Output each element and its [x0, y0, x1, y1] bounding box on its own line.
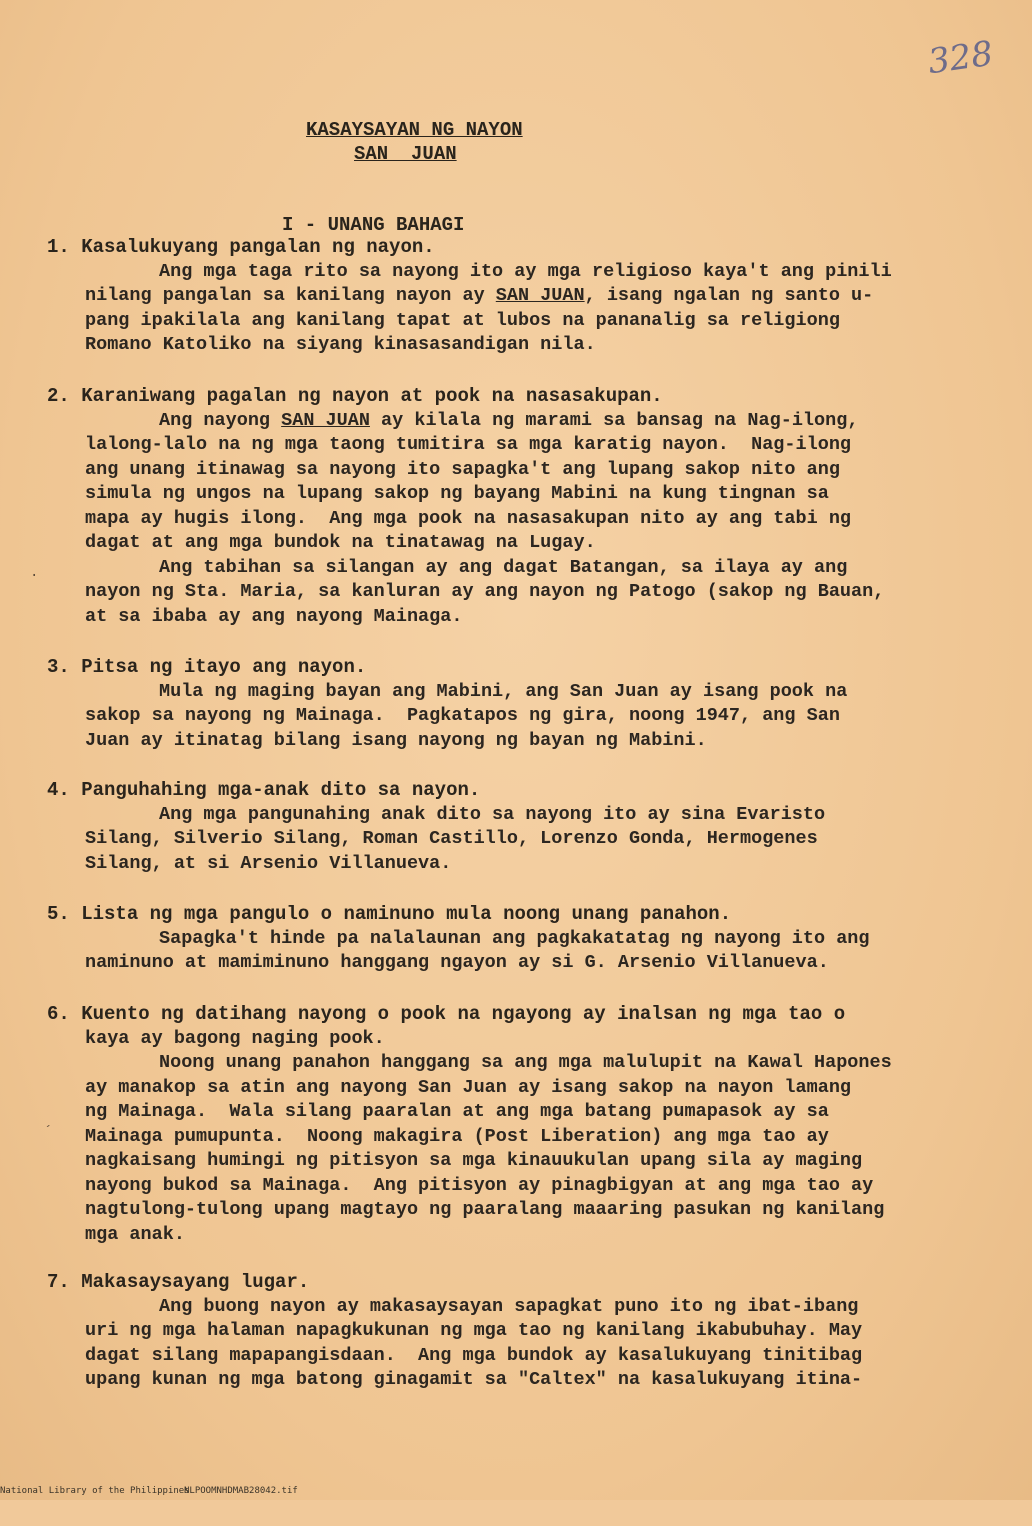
paragraph-line: Ang buong nayon ay makasaysayan sapagkat puno ito ng ibat-ibang [159, 1295, 859, 1317]
paragraph-line: dagat silang mapapangisdaan. Ang mga bundok ay kasalukuyang tinitibag [85, 1344, 863, 1366]
paragraph-line: Silang, at si Arsenio Villanueva. [85, 852, 452, 874]
paragraph-line: Ang mga pangunahing anak dito sa nayong ito ay sina Evaristo [159, 803, 826, 825]
section-heading: 3. Pitsa ng itayo ang nayon. [47, 656, 367, 678]
paragraph-line: Ang mga taga rito sa nayong ito ay mga religioso kaya't ang pinili [159, 260, 892, 282]
paragraph-line: ng Mainaga. Wala silang paaralan at ang mga batang pumapasok ay sa [85, 1101, 829, 1122]
footer-library: National Library of the Philippines [0, 1486, 190, 1496]
part-heading: I - UNANG BAHAGI [282, 214, 465, 236]
section-2 [47, 384, 977, 629]
paragraph-line: Juan ay itinatag bilang isang nayong ng bayan ng Mabini. [85, 729, 707, 751]
paragraph-line: kaya ay bagong naging pook. [85, 1027, 385, 1049]
paragraph-line: lalong-lalo na ng mga taong tumitira sa mga karatig nayon. Nag-ilong [85, 434, 852, 455]
paragraph-line: nayong bukod sa Mainaga. Ang pitisyon ay pinagbigyan at ang mga tao ay [85, 1174, 874, 1196]
paragraph-line: at sa ibaba ay ang nayong Mainaga. [85, 605, 463, 627]
paragraph-line: Silang, Silverio Silang, Roman Castillo, Lorenzo Gonda, Hermogenes [85, 828, 818, 849]
line-text: nilang pangalan sa kanilang nayon ay [85, 285, 496, 306]
section-heading: 5. Lista ng mga pangulo o naminuno mula noong unang panahon. [47, 903, 732, 925]
section-6 [47, 1002, 977, 1247]
paragraph-line: Noong unang panahon hanggang sa ang mga malulupit na Kawal Hapones [159, 1052, 892, 1073]
paragraph-line: Mainaga pumupunta. Noong makagira (Post Liberation) ang mga tao ay [85, 1125, 829, 1147]
paragraph-line: Romano Katoliko na siyang kinasasandigan nila. [85, 334, 596, 355]
paragraph-line: Sapagka't hinde pa nalalaunan ang pagkakatatag ng nayong ito ang [159, 927, 870, 949]
paragraph-line: naminuno at mamiminuno hanggang ngayon ay si G. Arsenio Villanueva. [85, 952, 829, 973]
scan-footer [0, 1486, 1032, 1526]
title-line-2: SAN JUAN [354, 143, 457, 165]
paragraph-line: upang kunan ng mga batong ginagamit sa "Caltex" na kasalukuyang itina- [85, 1369, 863, 1390]
paragraph-line: simula ng ungos na lupang sakop ng bayang Mabini na kung tingnan sa [85, 483, 829, 504]
section-1 [47, 235, 977, 358]
paragraph-line: mga anak. [85, 1223, 185, 1245]
paragraph-line: uri ng mga halaman napagkukunan ng mga tao ng kanilang ikabubuhay. May [85, 1320, 863, 1341]
handwritten-page-number: 328 [925, 33, 996, 83]
paragraph-line: Ang tabihan sa silangan ay ang dagat Batangan, sa ilaya ay ang [159, 556, 848, 578]
section-heading: 7. Makasaysayang lugar. [47, 1271, 310, 1293]
paragraph-line [47, 409, 977, 434]
title-line-1: KASAYSAYAN NG NAYON [306, 119, 523, 141]
paragraph-line: pang ipakilala ang kanilang tapat at lubos na pananalig sa religiong [85, 309, 840, 331]
section-heading: 6. Kuento ng datihang nayong o pook na ngayong ay inalsan ng mga tao o [47, 1003, 846, 1025]
paragraph-line [47, 284, 977, 309]
section-4 [47, 778, 977, 876]
paragraph-line: dagat at ang mga bundok na tinatawag na Lugay. [85, 532, 596, 553]
underlined-text: SAN JUAN [495, 285, 585, 306]
paragraph-line: Mula ng maging bayan ang Mabini, ang San Juan ay isang pook na [159, 680, 848, 702]
section-heading: 2. Karaniwang pagalan ng nayon at pook na nasasakupan. [47, 385, 663, 407]
paragraph-line: nayon ng Sta. Maria, sa kanluran ay ang nayon ng Patogo (sakop ng Bauan, [85, 581, 885, 602]
paragraph-line: nagtulong-tulong upang magtayo ng paaralang maaaring pasukan ng kanilang [85, 1199, 885, 1220]
paragraph-line: ay manakop sa atin ang nayong San Juan ay isang sakop na nayon lamang [85, 1076, 852, 1098]
underlined-text: SAN JUAN [281, 409, 370, 431]
footer-filename: NLPOOMNHDMAB28042.tif [184, 1486, 298, 1496]
paragraph-line: mapa ay hugis ilong. Ang mga pook na nasasakupan nito ay ang tabi ng [85, 507, 852, 529]
line-text: Ang nayong [159, 409, 282, 431]
section-3 [47, 655, 977, 753]
line-text: , isang ngalan ng santo u- [584, 285, 874, 306]
section-heading: 1. Kasalukuyang pangalan ng nayon. [47, 236, 435, 258]
line-text: ay kilala ng marami sa bansag na Nag-ilong, [369, 409, 859, 431]
section-7 [47, 1270, 977, 1393]
paragraph-line: ang unang itinawag sa nayong ito sapagka't ang lupang sakop nito ang [85, 458, 840, 480]
margin-mark: · [30, 568, 39, 584]
document-title [306, 118, 546, 166]
paragraph-line: sakop sa nayong ng Mainaga. Pagkatapos ng gira, noong 1947, ang San [85, 705, 840, 726]
margin-mark: ´ [44, 1124, 53, 1140]
paragraph-line: nagkaisang humingi ng pitisyon sa mga kinauukulan upang sila ay maging [85, 1150, 863, 1171]
section-heading: 4. Panguhahing mga-anak dito sa nayon. [47, 779, 481, 801]
section-5 [47, 902, 977, 976]
